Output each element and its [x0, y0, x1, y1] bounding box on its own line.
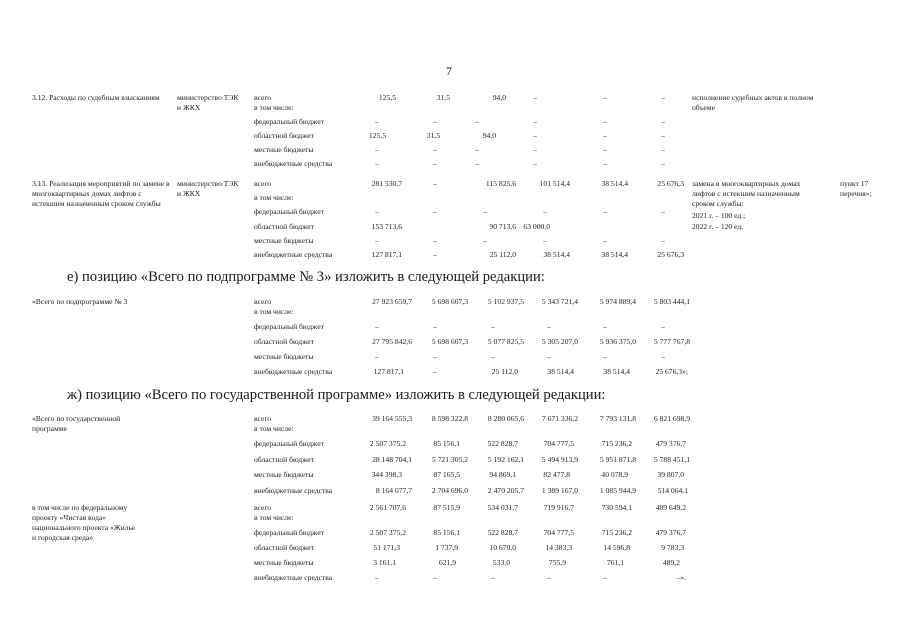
gp-total-2023: 8 280 065,6 [487, 414, 524, 423]
source-label: местные бюджеты [254, 352, 314, 361]
gp-federal-2025: 715 236,2 [601, 439, 632, 448]
row313-result-line: лифтов с истекшим назначенным [692, 189, 800, 198]
cw-oblast-2026: 9 783,3 [661, 543, 684, 552]
row313-name: 3.13. Реализация мероприятий по замене в многоквартирных домах лифтов с истекшим назначенным сроком службы [32, 179, 170, 208]
row312-total-2025: – [603, 93, 607, 102]
gp-extra-2021: 8 164 077,7 [375, 486, 412, 495]
row312-oblast-2025: – [603, 131, 607, 140]
sub3-oblast-2023: 5 077 825,5 [487, 337, 524, 346]
dash: – [483, 207, 487, 216]
cw-federal-2023: 522 828,7 [487, 528, 518, 537]
gp-extra-2024: 1 389 167,0 [541, 486, 578, 495]
gp-federal-2022: 85 156,1 [433, 439, 460, 448]
row313-result-line: 2021 г. – 100 ед.; [692, 211, 746, 220]
source-label: областной бюджет [254, 222, 314, 231]
cw-extra-2024: – [547, 573, 551, 582]
dash: – [547, 352, 551, 361]
dash: – [375, 207, 379, 216]
dash: – [603, 117, 607, 126]
dash: – [375, 352, 379, 361]
row313-total-2026: 25 676,3 [657, 179, 684, 188]
sub3-oblast-2022: 5 698 667,3 [431, 337, 468, 346]
source-label: областной бюджет [254, 337, 314, 346]
source-label: всего [254, 503, 272, 512]
cw-federal-2025: 715 236,2 [601, 528, 632, 537]
source-label: областной бюджет [254, 455, 314, 464]
gp-oblast-2024: 5 494 913,9 [541, 455, 578, 464]
row312-total-2026: – [661, 93, 665, 102]
dash: – [433, 117, 437, 126]
dash: – [491, 352, 495, 361]
source-label: всего [254, 297, 272, 306]
row313-result-line: замена в многоквартирных домах [692, 179, 801, 188]
cw-oblast-2024: 14 383,3 [545, 543, 572, 552]
cw-federal-2021: 2 507 375,2 [369, 528, 406, 537]
dash: – [375, 322, 379, 331]
dash: – [661, 145, 665, 154]
cw-local-2026: 489,2 [662, 558, 680, 567]
source-label: в том числе: [254, 424, 294, 433]
source-label: внебюджетные средства [254, 367, 333, 376]
row312-oblast-2021: 125,5 [368, 131, 386, 140]
gp-extra-2023: 2 470 205,7 [487, 486, 524, 495]
dash: – [661, 159, 665, 168]
dash: – [433, 236, 437, 245]
cw-local-2024: 755,9 [548, 558, 566, 567]
cw-extra-2022: – [433, 573, 437, 582]
cw-oblast-2021: 51 171,3 [373, 543, 400, 552]
source-label: всего [254, 414, 272, 423]
cw-total-2024: 719 916,7 [543, 503, 574, 512]
dash: – [661, 322, 665, 331]
source-label: областной бюджет [254, 543, 314, 552]
dash: – [661, 117, 665, 126]
row312-total-2022: 31,5 [436, 93, 450, 102]
dash: – [533, 117, 537, 126]
cw-extra-2021: – [375, 573, 379, 582]
source-label: местные бюджеты [254, 236, 314, 245]
sub3-total-2021: 27 923 659,7 [372, 297, 412, 306]
row312-total-2024: – [533, 93, 537, 102]
gp-total-2025: 7 793 131,8 [599, 414, 636, 423]
cw-extra-2026: –». [676, 573, 686, 582]
source-label: в том числе: [254, 513, 294, 522]
row313-result-line: 2022 г. – 120 ед. [692, 222, 744, 231]
source-label: всего [254, 179, 272, 188]
dash: – [375, 159, 379, 168]
gp-federal-2026: 479 376,7 [655, 439, 686, 448]
dash: – [603, 145, 607, 154]
sub3-extra-2026: 25 676,3»; [655, 367, 688, 376]
source-label: местные бюджеты [254, 145, 314, 154]
source-label: всего [254, 93, 272, 102]
sub3-oblast-2025: 5 936 375,0 [599, 337, 636, 346]
sub3-extra-2021: 127 817,1 [373, 367, 404, 376]
cw-total-2023: 534 031,7 [487, 503, 518, 512]
cw-oblast-2025: 14 596,8 [603, 543, 630, 552]
gp-federal-2021: 2 507 375,2 [369, 439, 406, 448]
gp-oblast-2021: 28 148 704,1 [372, 455, 412, 464]
dash: – [547, 322, 551, 331]
row313-extra-2024: 38 514,4 [543, 250, 570, 259]
dash: – [533, 145, 537, 154]
page-number: 7 [446, 64, 452, 78]
row313-total-2022: – [433, 179, 437, 188]
dash: – [483, 236, 487, 245]
row313-oblast-2021: 153 713,6 [371, 222, 402, 231]
row312-executor: министерство ТЭК и ЖКХ [177, 93, 239, 112]
sub3-name: «Всего по подпрограмме № 3 [32, 297, 128, 306]
dash: – [543, 236, 547, 245]
gp-local-2023: 94 869,1 [489, 470, 516, 479]
row312-result: исполнение судебных актов в полном объеме [692, 93, 814, 112]
row312-name: 3.12. Расходы по судебным взысканиям [32, 93, 160, 102]
section-heading-e: е) позицию «Всего по подпрограмме № 3» изложить в следующей редакции: [67, 269, 545, 285]
cw-federal-2022: 85 156,1 [433, 528, 460, 537]
source-label: в том числе: [254, 103, 294, 112]
source-label: в том числе: [254, 307, 294, 316]
dash: – [433, 207, 437, 216]
gp-oblast-2026: 5 788 451,1 [653, 455, 690, 464]
row313-total-2023: 115 825,6 [485, 179, 516, 188]
dash: – [603, 159, 607, 168]
source-label: областной бюджет [254, 131, 314, 140]
row313-result-line: сроком службы: [692, 199, 744, 208]
dash: – [433, 352, 437, 361]
row312-total-2021: 125,5 [378, 93, 396, 102]
row313-total-2024: 101 514,4 [539, 179, 570, 188]
gp-federal-2023: 522 828,7 [487, 439, 518, 448]
dash: – [475, 159, 479, 168]
gp-total-2026: 6 821 698,9 [653, 414, 690, 423]
sub3-total-2024: 5 343 721,4 [541, 297, 578, 306]
dash: – [603, 236, 607, 245]
cw-name-line: и городская среда» [32, 533, 94, 542]
section-heading-zh: ж) позицию «Всего по государственной программе» изложить в следующей редакции: [67, 387, 606, 403]
cw-name-line: проекту «Чистая вода» [32, 513, 107, 522]
row313-extra-2026: 25 676,3 [657, 250, 684, 259]
dash: – [603, 322, 607, 331]
source-label: федеральный бюджет [254, 117, 324, 126]
dash: – [475, 145, 479, 154]
source-label: федеральный бюджет [254, 207, 324, 216]
gp-name-line: «Всего по государственной [32, 414, 121, 423]
dash: – [491, 322, 495, 331]
gp-total-2021: 39 164 555,3 [372, 414, 412, 423]
cw-total-2026: 489 649,2 [655, 503, 686, 512]
source-label: федеральный бюджет [254, 322, 324, 331]
cw-local-2025: 761,1 [606, 558, 624, 567]
gp-oblast-2022: 5 721 305,2 [431, 455, 468, 464]
cw-local-2021: 3 161,1 [373, 558, 396, 567]
dash: – [661, 207, 665, 216]
row313-oblast-2023: 90 713,6 [489, 222, 516, 231]
cw-extra-2025: – [603, 573, 607, 582]
row313-executor: министерство ТЭК и ЖКХ [177, 179, 239, 198]
dash: – [433, 322, 437, 331]
cw-total-2022: 87 515,9 [433, 503, 460, 512]
gp-local-2022: 87 165,5 [433, 470, 460, 479]
sub3-extra-2024: 38 514,4 [547, 367, 574, 376]
source-label: местные бюджеты [254, 470, 314, 479]
sub3-oblast-2021: 27 795 842,6 [372, 337, 412, 346]
gp-local-2026: 39 807,0 [657, 470, 684, 479]
dash: – [661, 236, 665, 245]
source-label: внебюджетные средства [254, 250, 333, 259]
cw-local-2022: 621,9 [438, 558, 456, 567]
cw-local-2023: 533,0 [492, 558, 510, 567]
sub3-total-2025: 5 974 889,4 [599, 297, 636, 306]
source-label: федеральный бюджет [254, 528, 324, 537]
dash: – [433, 159, 437, 168]
gp-local-2025: 40 078,9 [601, 470, 628, 479]
row312-oblast-2026: – [661, 131, 665, 140]
dash: – [533, 159, 537, 168]
source-label: местные бюджеты [254, 558, 314, 567]
row313-extra-2022: – [433, 250, 437, 259]
sub3-oblast-2024: 5 305 207,0 [541, 337, 578, 346]
row312-total-2023: 94,0 [492, 93, 506, 102]
sub3-total-2022: 5 698 667,3 [431, 297, 468, 306]
dash: – [475, 117, 479, 126]
gp-total-2024: 7 671 336,2 [541, 414, 578, 423]
dash: – [661, 352, 665, 361]
gp-total-2022: 8 598 322,8 [431, 414, 468, 423]
dash: – [543, 207, 547, 216]
cw-oblast-2022: 1 737,9 [435, 543, 458, 552]
source-label: внебюджетные средства [254, 159, 333, 168]
gp-oblast-2023: 5 192 162,1 [487, 455, 524, 464]
gp-local-2024: 82 477,8 [543, 470, 570, 479]
source-label: федеральный бюджет [254, 439, 324, 448]
row313-total-2021: 281 530,7 [371, 179, 402, 188]
row313-extra-2021: 127 817,1 [371, 250, 402, 259]
dash: – [375, 117, 379, 126]
gp-name-line: программе [32, 424, 67, 433]
sub3-extra-2022: – [433, 367, 437, 376]
source-label: внебюджетные средства [254, 486, 333, 495]
source-label: в том числе: [254, 193, 294, 202]
gp-federal-2024: 704 777,5 [543, 439, 574, 448]
row313-extra-2023: 25 112,0 [489, 250, 516, 259]
dash: – [603, 207, 607, 216]
gp-extra-2026: 514 064,1 [657, 486, 688, 495]
dash: – [375, 236, 379, 245]
dash: – [603, 352, 607, 361]
source-label: внебюджетные средства [254, 573, 333, 582]
cw-federal-2026: 479 376,7 [655, 528, 686, 537]
sub3-total-2023: 5 102 937,5 [487, 297, 524, 306]
row313-oblast-2024: 63 000,0 [523, 222, 550, 231]
cw-name-line: в том числе по федеральному [32, 503, 128, 512]
sub3-extra-2023: 25 112,0 [491, 367, 518, 376]
cw-extra-2023: – [491, 573, 495, 582]
dash: – [433, 145, 437, 154]
row313-extra-2025: 38 514,4 [601, 250, 628, 259]
gp-oblast-2025: 5 951 871,8 [599, 455, 636, 464]
cw-name-line: национального проекта «Жилье [32, 523, 136, 532]
row313-reference: пункт 17 перечня»; [840, 179, 872, 198]
gp-local-2021: 344 398,3 [371, 470, 402, 479]
cw-total-2021: 2 561 707,6 [369, 503, 406, 512]
row312-oblast-2024: – [533, 131, 537, 140]
gp-extra-2022: 2 704 696,0 [431, 486, 468, 495]
row313-total-2025: 38 514,4 [601, 179, 628, 188]
sub3-oblast-2026: 5 777 767,8 [653, 337, 690, 346]
sub3-total-2026: 5 803 444,1 [653, 297, 690, 306]
cw-federal-2024: 704 777,5 [543, 528, 574, 537]
row312-oblast-2023: 94,0 [482, 131, 496, 140]
gp-extra-2025: 1 085 944,9 [599, 486, 636, 495]
dash: – [375, 145, 379, 154]
sub3-extra-2025: 38 514,4 [603, 367, 630, 376]
row312-oblast-2022: 31,5 [426, 131, 440, 140]
cw-total-2025: 730 594,1 [601, 503, 632, 512]
cw-oblast-2023: 10 670,0 [489, 543, 516, 552]
